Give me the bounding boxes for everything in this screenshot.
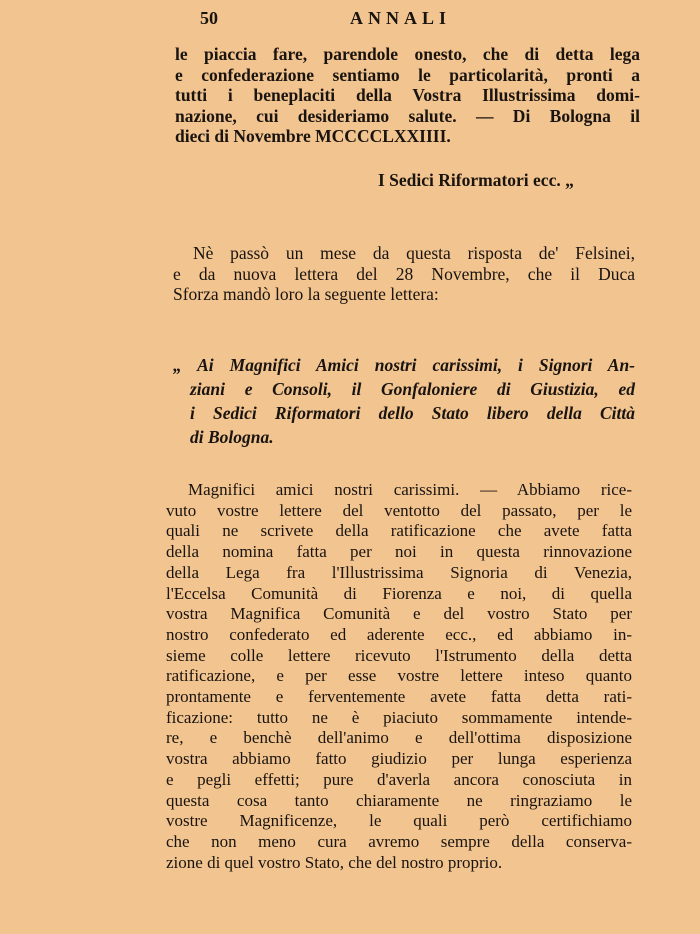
text-line: e pegli effetti; pure d'averla ancora conosciuta in (166, 769, 632, 789)
letter-body-paragraph (166, 480, 632, 873)
text-line: questa cosa tanto chiaramente ne ringraziamo le (166, 790, 632, 810)
text-line: zione di quel vostro Stato, che del nostro proprio. (166, 852, 503, 872)
running-title: ANNALI (350, 8, 452, 28)
text-line: vostre Magnificenze, le quali però certifichiamo (166, 811, 632, 831)
text-line: prontamente e ferventemente avete fatta detta rati- (166, 687, 632, 707)
text-line: ziani e Consoli, il Gonfaloniere di Giustizia, ed (190, 379, 635, 399)
text-line: „ Ai Magnifici Amici nostri carissimi, i Signori An- (173, 355, 635, 375)
text-line: vuto vostre lettere del ventotto del passato, per le (166, 500, 632, 520)
text-line: ficazione: tutto ne è piaciuto sommamente intende- (166, 707, 632, 727)
text-line: dieci di Novembre MCCCCLXXIIII. (175, 126, 451, 146)
letter-address (173, 353, 635, 449)
text-line: l'Eccelsa Comunità di Fiorenza e noi, di quella (166, 583, 632, 603)
text-line: nostro confederato ed aderente ecc., ed abbiamo in- (166, 624, 632, 644)
signature-line: I Sedici Riformatori ecc. „ (378, 170, 574, 190)
text-line: di Bologna. (190, 427, 274, 447)
narrative-paragraph (173, 243, 635, 305)
text-line: re, e benchè dell'animo e dell'ottima disposizione (166, 728, 632, 748)
text-line: sieme colle lettere ricevuto l'Istrumento della detta (166, 645, 632, 665)
text-line: le piaccia fare, parendole onesto, che di detta lega (175, 44, 640, 64)
text-line: ratificazione, e per esse vostre lettere inteso quanto (166, 666, 632, 686)
text-line: vostra Magnifica Comunità e del vostro Stato per (166, 604, 632, 624)
text-line: quali ne scrivete della ratificazione che avete fatta (166, 521, 632, 541)
page-number: 50 (200, 8, 218, 28)
text-line: i Sedici Riformatori dello Stato libero della Città (190, 403, 635, 423)
text-line: della Lega fra l'Illustrissima Signoria di Venezia, (166, 562, 632, 582)
letter-closing-paragraph (175, 44, 640, 147)
text-line: della nomina fatta per noi in questa rinnovazione (166, 542, 632, 562)
page-header (0, 8, 700, 32)
text-line: e confederazione sentiamo le particolarità, pronti a (175, 64, 640, 85)
text-line: Magnifici amici nostri carissimi. — Abbiamo rice- (188, 480, 632, 499)
text-line: vostra abbiamo fatto giudizio per lunga esperienza (166, 749, 632, 769)
text-line: Nè passò un mese da questa risposta de' Felsinei, (193, 243, 635, 263)
text-line: Sforza mandò loro la seguente lettera: (173, 284, 439, 304)
text-line: tutti i beneplaciti della Vostra Illustrissima domi- (175, 85, 640, 105)
text-line: che non meno cura avremo sempre della conserva- (166, 831, 632, 851)
text-line: e da nuova lettera del 28 Novembre, che il Duca (173, 263, 635, 284)
text-line: nazione, cui desideriamo salute. — Di Bologna il (175, 105, 640, 126)
